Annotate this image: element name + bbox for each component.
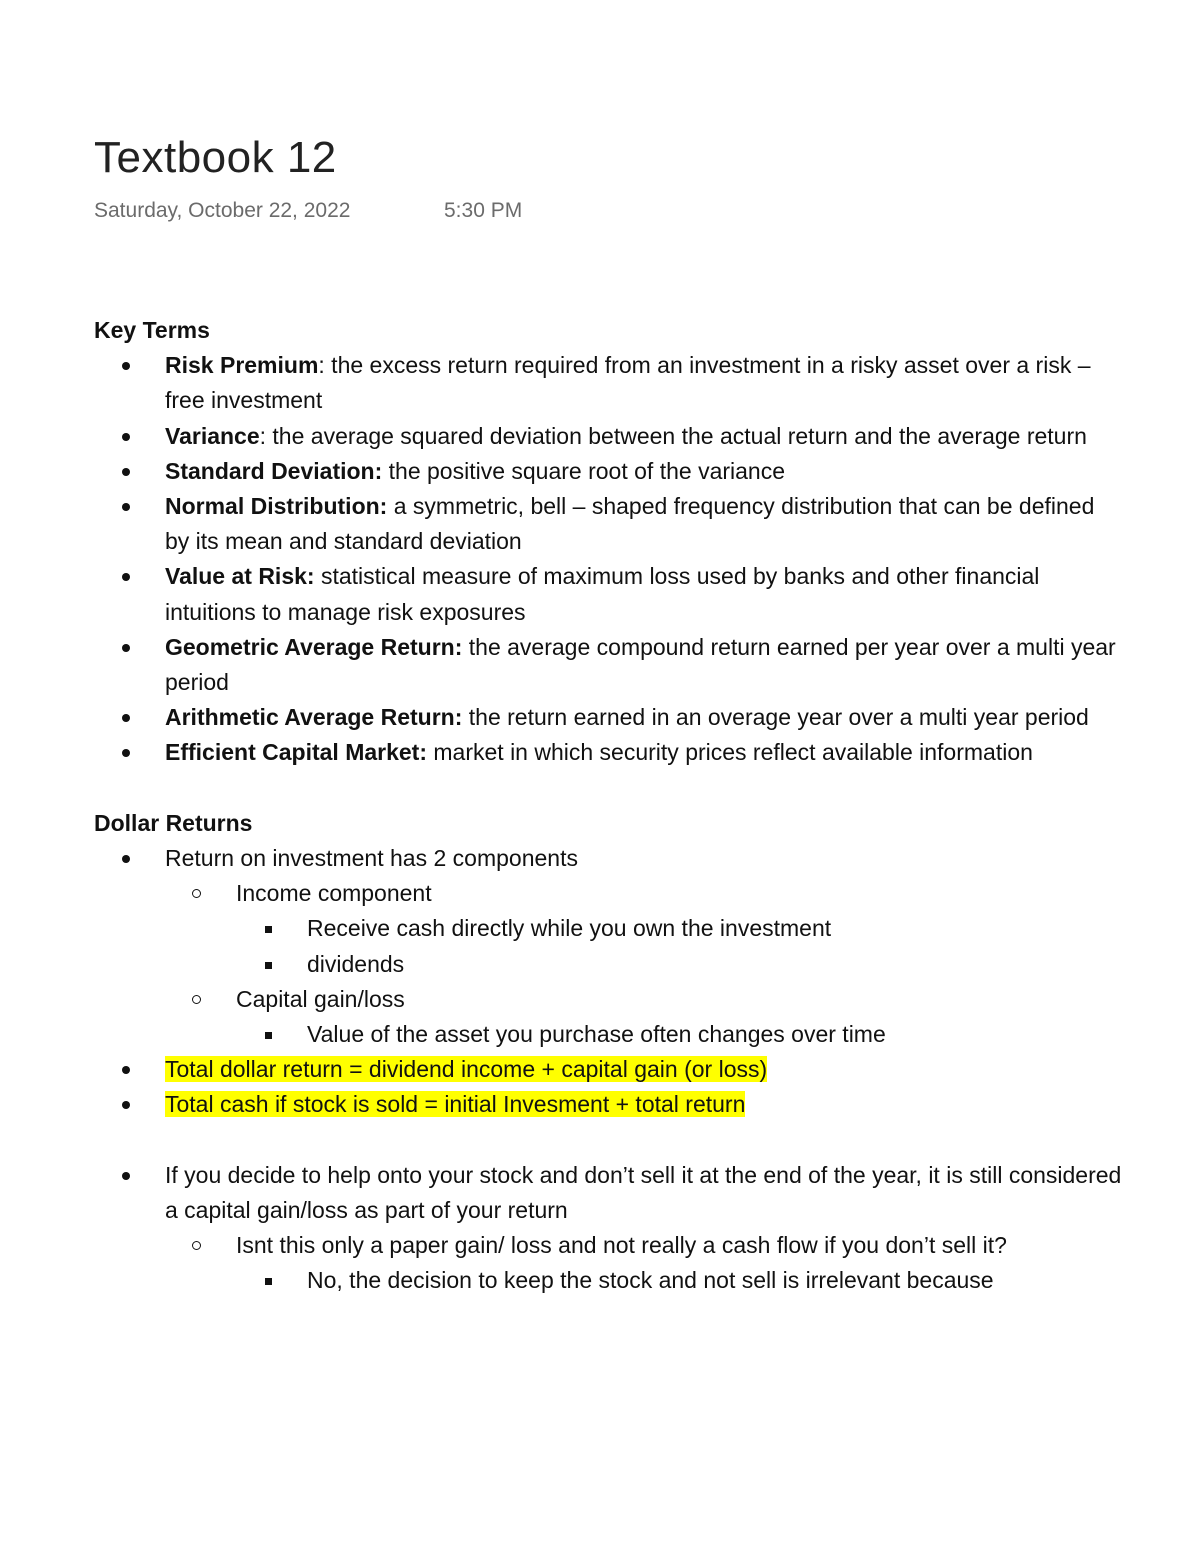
list-item-text: Income component — [236, 880, 432, 907]
list-item-text: Capital gain/loss — [236, 985, 405, 1012]
term-label: Standard Deviation: — [165, 457, 383, 484]
circle-bullet-icon — [192, 889, 201, 898]
square-bullet-icon — [265, 926, 272, 933]
term-definition: a symmetric, bell – shaped frequency distribution that can be defined by its mean and standard deviation — [165, 493, 1095, 555]
bullet-icon — [122, 644, 130, 652]
bullet-icon — [122, 573, 130, 581]
list-item — [94, 1263, 1124, 1298]
term-label: Normal Distribution: — [165, 493, 388, 520]
list-item-text: Return on investment has 2 components — [165, 845, 578, 872]
bullet-icon — [122, 749, 130, 757]
spacer — [94, 1123, 1124, 1158]
list-item — [94, 1017, 1124, 1052]
list-item — [94, 1158, 1124, 1228]
term-label: Value at Risk: — [165, 563, 315, 590]
term-definition: the average compound return earned per year over a multi year period — [165, 633, 1116, 696]
term-definition: : the average squared deviation between the actual return and the average return — [259, 422, 1087, 449]
list-item — [94, 630, 1124, 700]
list-item-text: dividends — [307, 950, 405, 977]
list-item — [94, 735, 1124, 770]
square-bullet-icon — [265, 1032, 272, 1039]
term-label: Risk Premium — [165, 352, 319, 379]
term-label: Variance — [165, 422, 260, 449]
bullet-icon — [122, 1101, 130, 1109]
date-line — [94, 199, 523, 223]
term-label: Geometric Average Return: — [165, 633, 463, 660]
list-item — [94, 1087, 1124, 1122]
term-definition: the return earned in an overage year over a multi year period — [462, 704, 1089, 731]
highlighted-text: Total dollar return = dividend income + capital gain (or loss) — [165, 1056, 768, 1083]
list-item — [94, 876, 1124, 911]
highlighted-text: Total cash if stock is sold = initial Invesment + total return — [165, 1091, 746, 1118]
list-item — [94, 947, 1124, 982]
note-time: 5:30 PM — [444, 199, 523, 222]
term-definition: statistical measure of maximum loss used by banks and other financial intuitions to manage risk exposures — [165, 563, 1040, 625]
bullet-icon — [122, 362, 130, 370]
list-item — [94, 911, 1124, 946]
list-item — [94, 454, 1124, 489]
list-item-text: Isnt this only a paper gain/ loss and not really a cash flow if you don’t sell it? — [236, 1232, 1007, 1259]
term-label: Efficient Capital Market: — [165, 739, 427, 766]
bullet-icon — [122, 855, 130, 863]
term-definition: : the excess return required from an investment in a risky asset over a risk – free investment — [165, 352, 1091, 414]
bullet-icon — [122, 433, 130, 441]
list-item — [94, 348, 1124, 418]
bullet-icon — [122, 503, 130, 511]
term-definition: the positive square root of the variance — [382, 457, 786, 484]
key-terms-list — [94, 348, 1124, 770]
term-definition: market in which security prices reflect available information — [427, 739, 1033, 766]
capital-gain-list — [94, 1158, 1124, 1299]
list-item — [94, 841, 1124, 876]
list-item-text: Value of the asset you purchase often changes over time — [307, 1021, 886, 1048]
key-terms-heading: Key Terms — [94, 317, 210, 343]
list-item — [94, 489, 1124, 559]
bullet-icon — [122, 714, 130, 722]
list-item — [94, 559, 1124, 629]
list-item-text: No, the decision to keep the stock and not sell is irrelevant because — [307, 1267, 994, 1294]
spacer — [94, 771, 1124, 806]
note-date: Saturday, October 22, 2022 — [94, 199, 351, 222]
square-bullet-icon — [265, 1278, 272, 1285]
circle-bullet-icon — [192, 995, 201, 1004]
list-item — [94, 419, 1124, 454]
circle-bullet-icon — [192, 1241, 201, 1250]
bullet-icon — [122, 1066, 130, 1074]
page-title: Textbook 12 — [94, 133, 337, 182]
list-item-text: Receive cash directly while you own the investment — [307, 915, 832, 942]
list-item — [94, 1052, 1124, 1087]
bullet-icon — [122, 1172, 130, 1180]
list-item — [94, 982, 1124, 1017]
list-item-text: If you decide to help onto your stock and don’t sell it at the end of the year, it is still considered a capital gain/loss as part of your return — [165, 1161, 1122, 1224]
list-item — [94, 1228, 1124, 1263]
dollar-returns-heading: Dollar Returns — [94, 809, 253, 836]
note-content — [94, 313, 1124, 1299]
dollar-returns-list — [94, 841, 1124, 1123]
term-label: Arithmetic Average Return: — [165, 704, 463, 731]
bullet-icon — [122, 468, 130, 476]
square-bullet-icon — [265, 962, 272, 969]
list-item — [94, 700, 1124, 735]
